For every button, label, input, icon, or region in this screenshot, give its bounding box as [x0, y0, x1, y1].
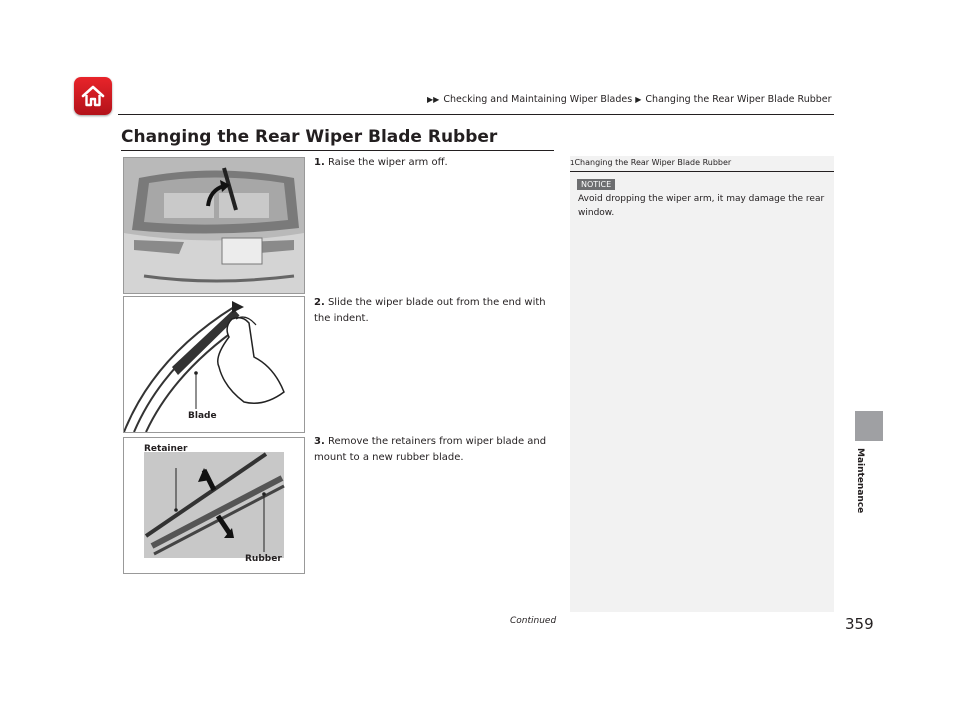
title-rule — [121, 150, 554, 151]
step-number: 1. — [314, 157, 325, 168]
sidebar-title — [570, 158, 834, 167]
figure-remove-retainers — [123, 437, 305, 574]
section-tab-label — [851, 448, 869, 514]
step-text: Raise the wiper arm off. — [327, 157, 448, 168]
figure-raise-wiper-arm — [123, 157, 305, 294]
sidebar-marker: 1 — [570, 159, 575, 167]
step-1 — [314, 155, 554, 171]
header-rule — [118, 114, 834, 115]
step-text: Remove the retainers from wiper blade and mount to a new rubber blade. — [314, 436, 547, 463]
figure-slide-blade — [123, 296, 305, 433]
step-number: 2. — [314, 297, 325, 308]
breadcrumb-arrow-icon: ▶ — [635, 95, 642, 104]
house-glyph — [80, 83, 106, 109]
section-tab[interactable] — [855, 411, 883, 441]
breadcrumb-item[interactable]: Checking and Maintaining Wiper Blades — [443, 94, 633, 105]
section-tab-text: Maintenance — [855, 448, 865, 514]
step-2 — [314, 295, 554, 327]
continued-note: Continued — [510, 616, 557, 626]
page-title: Changing the Rear Wiper Blade Rubber — [121, 127, 498, 147]
step-text: Slide the wiper blade out from the end with the indent. — [314, 297, 546, 324]
page-number: 359 — [845, 615, 874, 633]
breadcrumb-item[interactable]: Changing the Rear Wiper Blade Rubber — [645, 94, 832, 105]
blade-label: Blade — [188, 411, 217, 421]
rubber-label: Rubber — [245, 554, 282, 564]
breadcrumb-arrow-icon: ▶▶ — [427, 95, 440, 104]
retainer-label: Retainer — [144, 444, 188, 454]
home-icon[interactable] — [74, 77, 112, 115]
step-3 — [314, 434, 554, 466]
notice-text: Avoid dropping the wiper arm, it may damage the rear window. — [578, 194, 825, 218]
sidebar-rule — [570, 171, 834, 172]
step-number: 3. — [314, 436, 325, 447]
notice-badge: NOTICE — [577, 179, 615, 190]
breadcrumb — [427, 94, 832, 105]
sidebar-note — [570, 156, 834, 612]
sidebar-title-text: Changing the Rear Wiper Blade Rubber — [574, 158, 732, 167]
